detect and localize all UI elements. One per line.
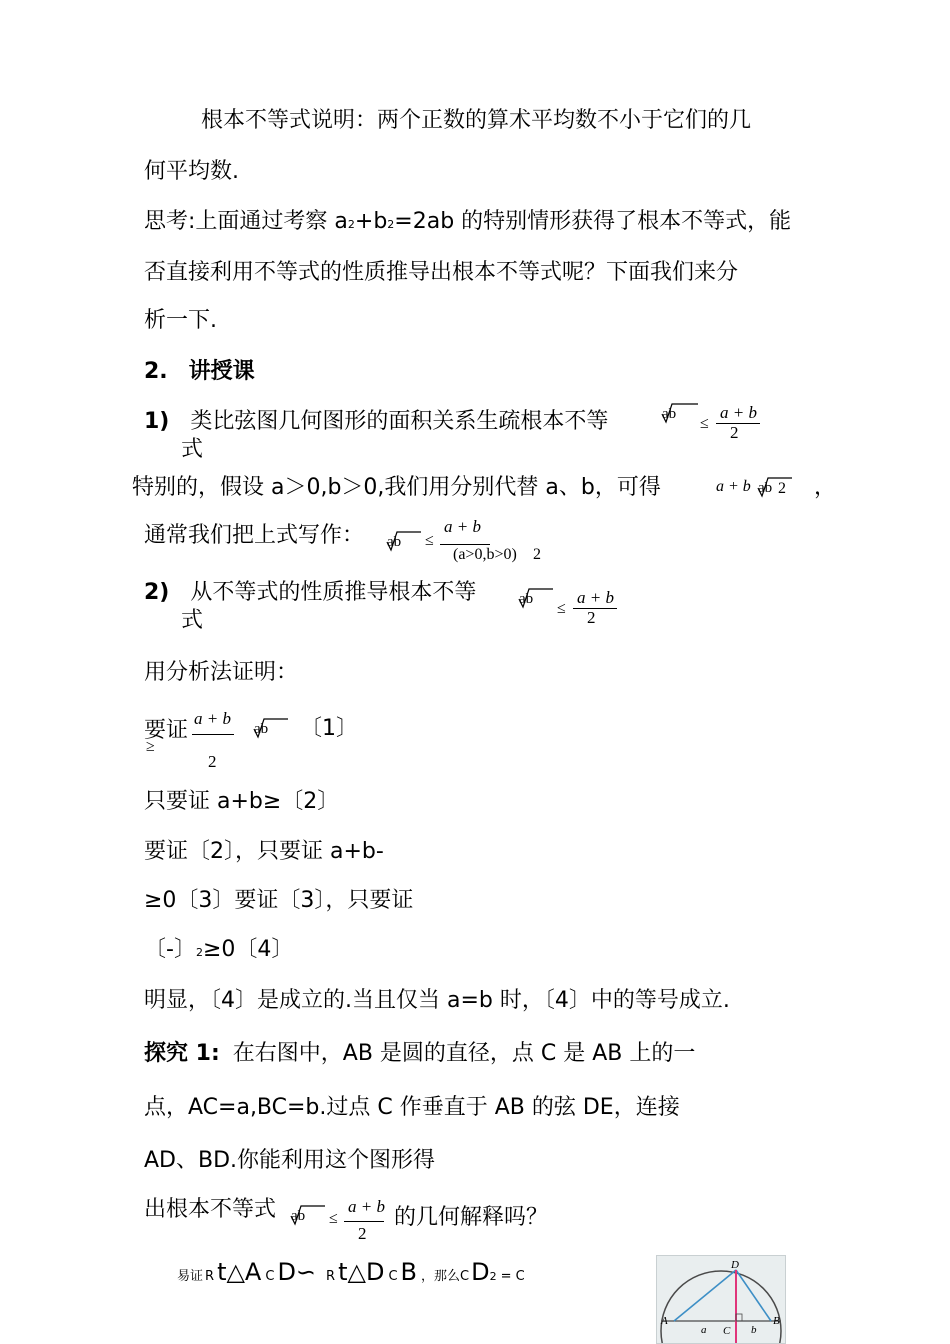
leq-symbol: ≤ (700, 415, 709, 432)
radicand: ab (387, 534, 402, 550)
text-fragment: R (205, 1269, 215, 1284)
denominator: 2 (730, 423, 739, 442)
leq-symbol: ≤ (557, 600, 566, 617)
fraction-bar (344, 1221, 384, 1222)
coefficient: 2 (778, 480, 786, 497)
denominator: 2 (587, 608, 596, 627)
text-line: 点，AC=a,BC=b.过点 C 作垂直于 AB 的弦 DE，连接 (144, 1095, 680, 1120)
text-line (144, 1036, 695, 1067)
text-fragment: =2ab 的特别情形获得了根本不等式，能 (394, 209, 792, 234)
label-b-point: B (773, 1315, 780, 1327)
list-item (144, 575, 476, 606)
expression: a + b (716, 478, 751, 495)
geometry-figure (656, 1255, 786, 1344)
text-line: 只要证 a+b≥〔2〕 (144, 789, 340, 814)
numerator: a + b (194, 709, 231, 728)
text-line: 用分析法证明： (144, 660, 299, 685)
text-line: 特别的，假设 a＞0,b＞0,我们用分别代替 a、b，可得 (132, 475, 661, 500)
text-line (144, 932, 293, 963)
text-line: 否直接利用不等式的性质推导出根本不等式呢？下面我们来分 (144, 260, 739, 285)
text-fragment: R (326, 1269, 336, 1284)
text-line: 何平均数. (144, 159, 239, 184)
superscript: 2 (195, 946, 203, 959)
fraction-bar (192, 734, 234, 735)
numerator: a + b (444, 517, 481, 536)
superscript: 2 (387, 218, 395, 231)
text-fragment: C (265, 1269, 275, 1284)
label-c-point: C (723, 1325, 731, 1337)
leq-symbol: ≤ (425, 532, 434, 549)
text-line: 析一下. (144, 308, 217, 333)
text-fragment: +b (354, 209, 388, 234)
text-fragment: ，那么 (420, 1269, 460, 1284)
text-fragment: D (471, 1258, 490, 1286)
item-text: 类比弦图几何图形的面积关系生疏根本不等 (190, 409, 609, 434)
label-a-point: A (661, 1315, 668, 1327)
numerator: a + b (577, 588, 614, 607)
label-a-length: a (701, 1324, 707, 1336)
text-fragment: 思考:上面通过考察 a (144, 209, 348, 234)
circle-diagram (657, 1256, 786, 1344)
text-fragment: t△A (217, 1258, 262, 1286)
text-fragment: 出根本不等式 (144, 1197, 277, 1222)
text-fragment: 〔1〕 (300, 716, 358, 741)
text-fragment: 〔-〕 (144, 937, 196, 962)
text-fragment: C (460, 1269, 470, 1284)
text-line (144, 204, 791, 235)
label-d-point: D (731, 1259, 739, 1271)
denominator: 2 (358, 1224, 367, 1243)
item-wrap: 式 (181, 437, 204, 462)
text-line: AD、BD.你能利用这个图形得 (144, 1148, 436, 1173)
item-number: 2) (144, 580, 170, 605)
condition: (a>0,b>0) (453, 546, 517, 563)
text-fragment: 在右图中，AB 是圆的直径，点 C 是 AB 上的一 (232, 1041, 696, 1066)
text-line: 通常我们把上式写作： (144, 523, 365, 548)
text-fragment: 易证 (177, 1269, 204, 1284)
text-fragment: D∽ (277, 1258, 317, 1286)
denominator: 2 (208, 752, 217, 771)
text-line: 明显，〔4〕是成立的.当且仅当 a=b 时，〔4〕中的等号成立. (144, 988, 730, 1013)
section-title: 讲授课 (188, 359, 255, 384)
text-fragment: 的几何解释吗？ (394, 1205, 549, 1230)
text-fragment: 要证 (144, 718, 189, 743)
numerator: a + b (348, 1197, 385, 1216)
radicand: ab (254, 721, 269, 737)
leq-symbol: ≤ (329, 1210, 338, 1227)
geq-symbol: ≥ (146, 738, 155, 755)
text-fragment: = C (500, 1269, 525, 1284)
superscript: 2 (347, 218, 355, 231)
item-wrap: 式 (181, 608, 204, 633)
radicand: ab (662, 406, 677, 422)
label-b-length: b (751, 1324, 757, 1336)
text-line: 要证〔2〕，只要证 a+b- (144, 839, 384, 864)
text-fragment: ≥0〔4〕 (202, 937, 294, 962)
radicand: ab (519, 591, 534, 607)
section-heading (144, 354, 255, 385)
explore-label: 探究 1: (144, 1041, 220, 1066)
radicand: ab (758, 480, 773, 496)
item-number: 1) (144, 409, 170, 434)
item-text: 从不等式的性质推导根本不等 (190, 580, 477, 605)
fraction-bar (440, 544, 490, 545)
section-number: 2. (144, 359, 168, 384)
segment-ad (674, 1270, 736, 1321)
text-fragment: B (400, 1258, 417, 1286)
numerator: a + b (720, 403, 757, 422)
list-item (144, 404, 608, 435)
punctuation: ， (814, 475, 837, 500)
segment-bd (736, 1270, 771, 1321)
radicand: ab (291, 1208, 306, 1224)
text-line (177, 1258, 525, 1286)
text-line: 根本不等式说明：两个正数的算术平均数不小于它们的几 (201, 108, 752, 133)
superscript: 2 (489, 1270, 497, 1283)
text-line: ≥0〔3〕要证〔3〕，只要证 (144, 888, 414, 913)
denominator: 2 (533, 546, 541, 563)
text-fragment: t△D (338, 1258, 385, 1286)
text-fragment: C (388, 1269, 398, 1284)
